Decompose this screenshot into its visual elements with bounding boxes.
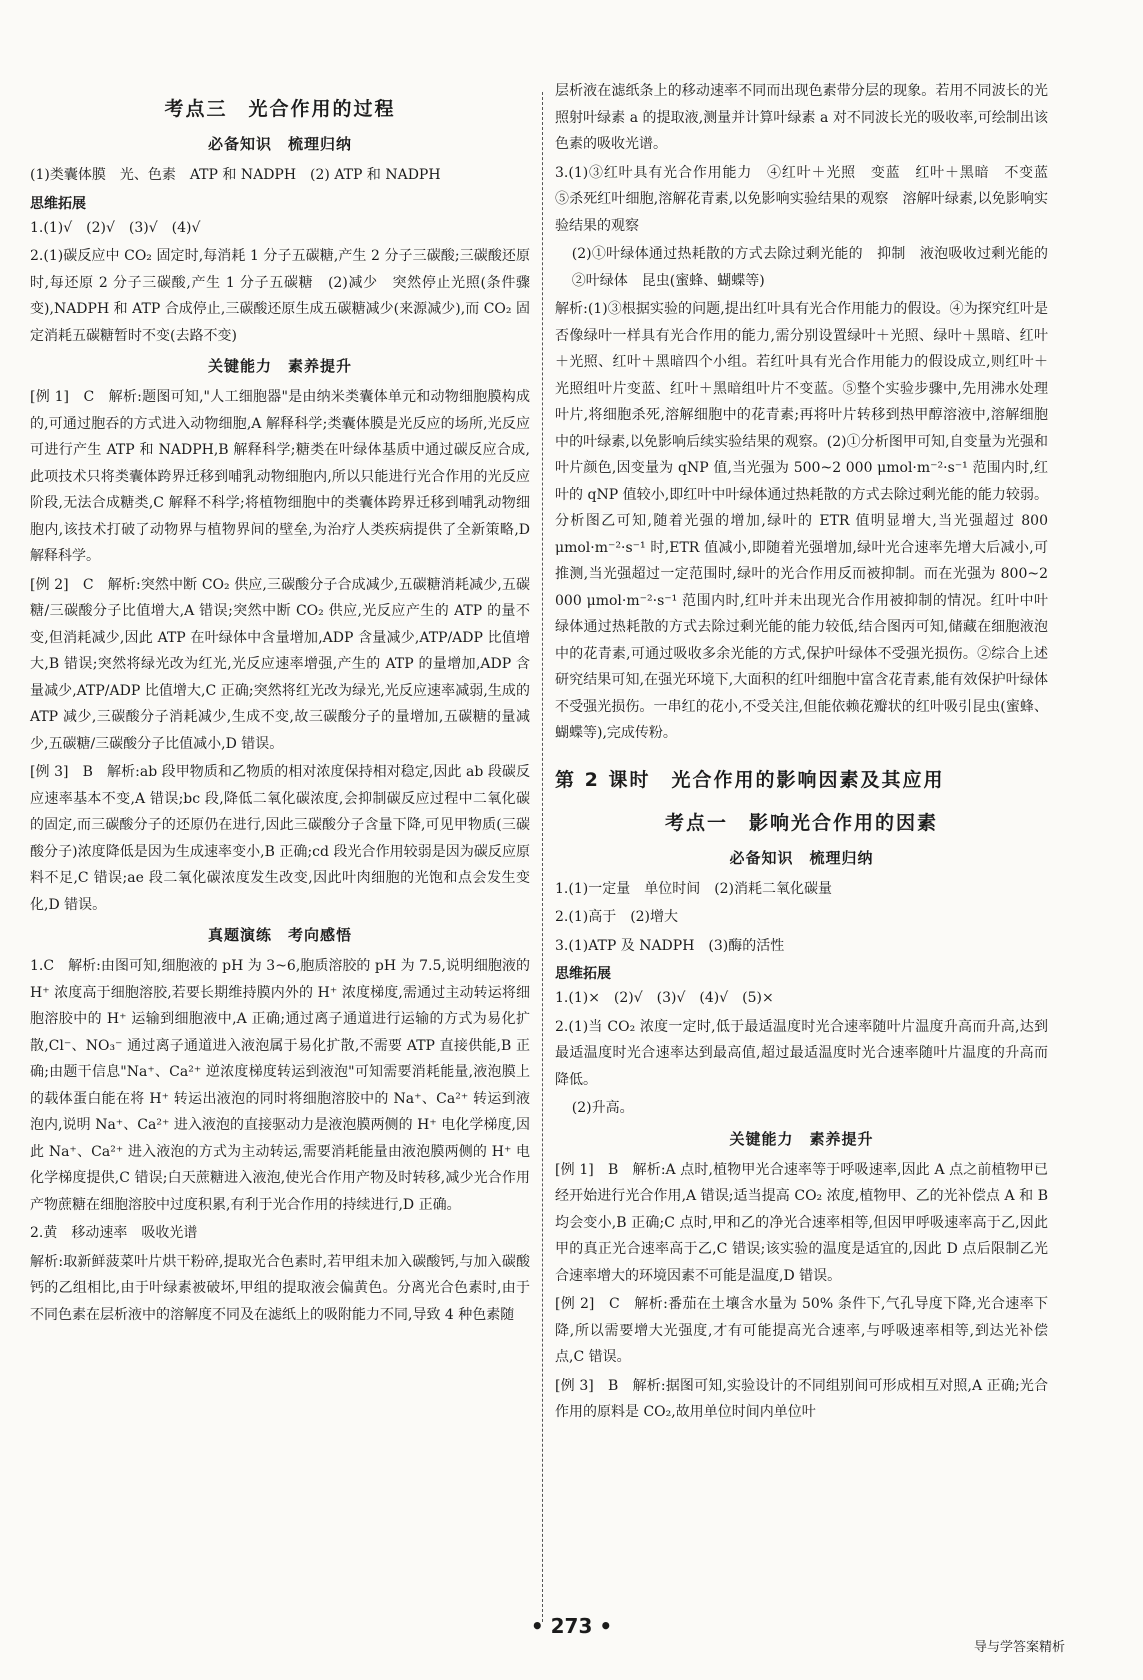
answer-paragraph: (2)升高。	[571, 1100, 634, 1116]
subsection-title: 关键能力 素养提升	[729, 1129, 874, 1148]
question-answer: 2.黄 移动速率 吸收光谱	[30, 1225, 198, 1241]
lesson-title: 第 2 课时 光合作用的影响因素及其应用	[555, 768, 945, 791]
section-title: 考点一 影响光合作用的因素	[664, 811, 938, 834]
answer-paragraph: 2.(1)当 CO₂ 浓度一定时,低于最适温度时光合速率随叶片温度升高而升高,达到最适温度时光合速率达到最高值,超过最适温度时光合速率随叶片温度的升高而降低。	[555, 1018, 1048, 1088]
answer-paragraph: 1.(1)一定量 单位时间 (2)消耗二氧化碳量	[555, 880, 833, 897]
question-answer: (2)①叶绿体通过热耗散的方式去除过剩光能的 抑制 液泡吸收过剩光能的 ②叶绿体 昆虫(蜜蜂、蝴蝶等)	[571, 246, 1062, 289]
left-column	[30, 78, 530, 1330]
analysis-paragraph: 层析液在滤纸条上的移动速率不同而出现色素带分层的现象。若用不同波长的光照射叶绿素 a 的提取液,测量并计算叶绿素 a 对不同波长光的吸收率,可绘制出该色素的吸收光谱。	[555, 83, 1048, 152]
answer-paragraph: 2.(1)高于 (2)增大	[555, 909, 679, 925]
analysis-paragraph: 解析:取新鲜菠菜叶片烘干粉碎,提取光合色素时,若甲组未加入碳酸钙,与加入碳酸钙的乙组相比,由于叶绿素被破坏,甲组的提取液会偏黄色。分离光合色素时,由于不同色素在层析液中的溶解度不同及在滤纸上的吸附能力不同,导致 4 种色素随	[30, 1253, 530, 1323]
example-answer: [例 2] C 解析:突然中断 CO₂ 供应,三碳酸分子合成减少,五碳糖消耗减少,五碳糖/三碳酸分子比值增大,A 错误;突然中断 CO₂ 供应,光反应产生的 ATP 的量不变,但消耗减少,因此 ATP 在叶绿体中含量增加,ADP 含量减少,ATP/ADP 比值增大,B 错误;突然将绿光改为红光,光反应速率增强,产生的 ATP 的量增加,ADP 含量减少,ATP/ADP 比值增大,C 正确;突然将红光改为绿光,光反应速率减弱,生成的 ATP 减少,三碳酸分子消耗减少,生成不变,故三碳酸分子的量增加,五碳糖的量减少,五碳糖/三碳酸分子比值减小,D 错误。	[30, 576, 530, 752]
section-title: 考点三 光合作用的过程	[164, 98, 396, 120]
example-answer: [例 3] B 解析:ab 段甲物质和乙物质的相对浓度保持相对稳定,因此 ab 段碳反应速率基本不变,A 错误;bc 段,降低二氧化碳浓度,会抑制碳反应过程中二氧化碳的固定,而三碳酸分子的还原仍在进行,因此三碳酸分子含量下降,可见甲物质(三碳酸分子)浓度降低是因为生成速率变小,B 正确;cd 段光合作用较弱是因为碳反应原料不足,C 错误;ae 段二氧化碳浓度发生改变,因此叶肉细胞的光饱和点会发生变化,D 错误。	[30, 764, 530, 913]
example-answer: [例 2] C 解析:番茄在土壤含水量为 50% 条件下,气孔导度下降,光合速率下降,所以需要增大光强度,才有可能提高光合速率,与呼吸速率相等,到达光补偿点,C 错误。	[555, 1296, 1048, 1365]
answer-paragraph: 1.(1)√ (2)√ (3)√ (4)√	[30, 219, 201, 236]
answer-paragraph: 3.(1)ATP 及 NADPH (3)酶的活性	[555, 937, 785, 954]
subsection-title: 必备知识 梳理归纳	[207, 135, 352, 153]
answer-paragraph: 2.(1)碳反应中 CO₂ 固定时,每消耗 1 分子五碳糖,产生 2 分子三碳酸;三碳酸还原时,每还原 2 分子三碳酸,产生 1 分子五碳糖 (2)减少 突然停止光照(条件骤变),NADPH 和 ATP 合成停止,三碳酸还原生成五碳糖减少(来源减少),而 CO₂ 固定消耗五碳糖暂时不变(去路不变)	[30, 248, 530, 344]
subsection-title: 关键能力 素养提升	[207, 357, 352, 375]
think-heading: 思维拓展	[30, 195, 86, 212]
page-number: • 273 •	[530, 1614, 613, 1638]
subsection-title: 必备知识 梳理归纳	[729, 848, 874, 867]
footer-brand: 导与学答案精析	[973, 1640, 1065, 1655]
analysis-paragraph: 解析:(1)③根据实验的问题,提出红叶具有光合作用能力的假设。④为探究红叶是否像绿叶一样具有光合作用的能力,需分别设置绿叶＋光照、绿叶＋黑暗、红叶＋光照、红叶＋黑暗四个小组。若红叶具有光合作用能力的假设成立,则红叶＋光照组叶片变蓝、红叶＋黑暗组叶片不变蓝。⑤整个实验步骤中,先用沸水处理叶片,将细胞杀死,溶解细胞中的花青素;再将叶片转移到热甲醇溶液中,溶解细胞中的叶绿素,以免影响后续实验结果的观察。(2)①分析图甲可知,自变量为光强和叶片颜色,因变量为 qNP 值,当光强为 500~2 000 μmol·m⁻²·s⁻¹ 范围内时,红叶的 qNP 值较小,即红叶中叶绿体通过热耗散的方式去除过剩光能的能力较弱。分析图乙可知,随着光强的增加,绿叶的 ETR 值明显增大,当光强超过 800 μmol·m⁻²·s⁻¹ 时,ETR 值减小,即随着光强增加,绿叶光合速率先增大后减小,可推测,当光强超过一定范围时,绿叶的光合作用反而被抑制。而在光强为 800~2 000 μmol·m⁻²·s⁻¹ 范围内时,红叶并未出现光合作用被抑制的情况。红叶中叶绿体通过热耗散的方式去除过剩光能的能力较低,结合图丙可知,储藏在细胞液泡中的花青素,可通过吸收多余光能的方式,保护叶绿体不受强光损伤。②综合上述研究结果可知,在强光环境下,大面积的红叶细胞中富含花青素,能有效保护叶绿体不受强光损伤。一串红的花小,不受关注,但能依赖花瓣状的红叶吸引昆虫(蜜蜂、蝴蝶等),完成传粉。	[555, 301, 1048, 741]
answer-paragraph: (1)类囊体膜 光、色素 ATP 和 NADPH (2) ATP 和 NADPH	[30, 167, 441, 183]
question-answer: 1.C 解析:由图可知,细胞液的 pH 为 3~6,胞质溶胶的 pH 为 7.5,说明细胞液的 H⁺ 浓度高于细胞溶胶,若要长期维持膜内外的 H⁺ 浓度梯度,需通过主动转运将细胞溶胶中的 H⁺ 运输到细胞液中,A 正确;通过离子通道进行运输的方式为易化扩散,Cl⁻、NO₃⁻ 通过离子通道进入液泡属于易化扩散,不需要 ATP 直接供能,B 正确;由题干信息"Na⁺、Ca²⁺ 逆浓度梯度转运到液泡"可知需要消耗能量,液泡膜上的载体蛋白能在将 H⁺ 转运出液泡的同时将细胞溶胶中的 Na⁺、Ca²⁺ 转运到液泡内,说明 Na⁺、Ca²⁺ 进入液泡的直接驱动力是液泡膜两侧的 H⁺ 电化学梯度,因此 Na⁺、Ca²⁺ 进入液泡的方式为主动转运,需要消耗能量由液泡膜两侧的 H⁺ 电化学梯度提供,C 错误;白天蔗糖进入液泡,使光合作用产物及时转移,减少光合作用产物蔗糖在细胞溶胶中过度积累,有利于光合作用的持续进行,D 正确。	[30, 958, 530, 1213]
example-answer: [例 1] C 解析:题图可知,"人工细胞器"是由纳米类囊体单元和动物细胞膜构成的,可通过胞吞的方式进入动物细胞,A 解释科学;类囊体膜是光反应的场所,光反应可进行产生 ATP 和 NADPH,B 解释科学;糖类在叶绿体基质中通过碳反应合成,此项技术只将类囊体跨界迁移到哺乳动物细胞内,所以只能进行光合作用的光反应阶段,无法合成糖类,C 解释不科学;将植物细胞中的类囊体跨界迁移到哺乳动物细胞内,该技术打破了动物界与植物界间的壁垒,为治疗人类疾病提供了全新策略,D 解释科学。	[30, 389, 530, 564]
example-answer: [例 3] B 解析:据图可知,实验设计的不同组别间可形成相互对照,A 正确;光合作用的原料是 CO₂,故用单位时间内单位叶	[555, 1377, 1048, 1420]
question-answer: 3.(1)③红叶具有光合作用能力 ④红叶＋光照 变蓝 红叶＋黑暗 不变蓝 ⑤杀死红叶细胞,溶解花青素,以免影响实验结果的观察 溶解叶绿素,以免影响实验结果的观察	[555, 164, 1062, 234]
answer-paragraph: 1.(1)× (2)√ (3)√ (4)√ (5)×	[555, 990, 774, 1006]
right-column	[555, 78, 1062, 1428]
column-divider	[542, 92, 543, 1622]
think-heading: 思维拓展	[555, 966, 611, 982]
example-answer: [例 1] B 解析:A 点时,植物甲光合速率等于呼吸速率,因此 A 点之前植物甲已经开始进行光合作用,A 错误;适当提高 CO₂ 浓度,植物甲、乙的光补偿点 A 和 B 均会变小,B 正确;C 点时,甲和乙的净光合速率相等,但因甲呼吸速率高于乙,因此甲的真正光合速率高于乙,C 错误;该实验的温度是适宜的,因此 D 点后限制乙光合速率增大的环境因素不可能是温度,D 错误。	[555, 1161, 1048, 1284]
subsection-title: 真题演练 考向感悟	[207, 926, 352, 944]
